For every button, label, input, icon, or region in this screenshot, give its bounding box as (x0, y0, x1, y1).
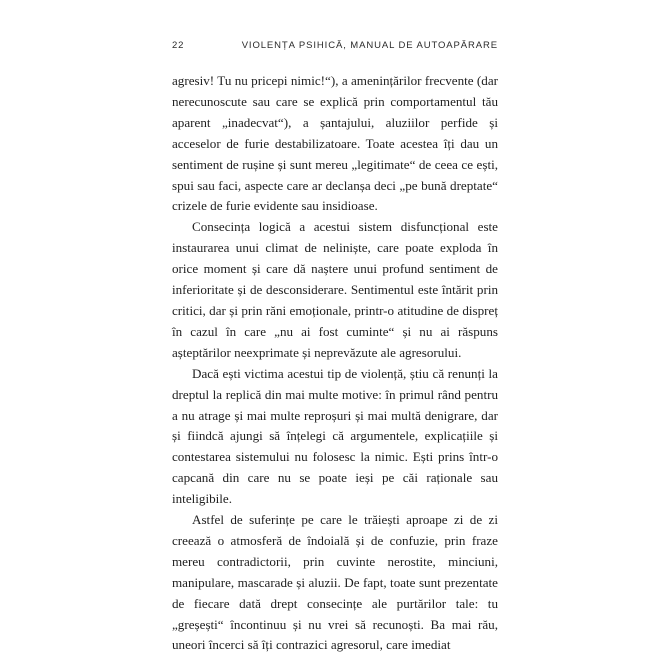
page-number: 22 (172, 40, 185, 51)
body-text (172, 71, 498, 656)
paragraph-2: Consecința logică a acestui sistem disfuncțional este instaurarea unui climat de neliniște, care poate exploda în orice moment și care dă naștere unui profund sentiment de inferioritate și de desconsiderare. Sentimentul este întărit prin critici, dar și prin răni emoționale, printr-o atitudine de dispreț în cazul în care „nu ai fost cuminte“ și nu ai răspuns așteptărilor neexprimate și neprevăzute ale agresorului. (172, 219, 498, 360)
running-title: VIOLENȚA PSIHICĂ, MANUAL DE AUTOAPĂRARE (241, 40, 498, 51)
paragraph-4: Astfel de suferințe pe care le trăiești aproape zi de zi creează o atmosferă de îndoială și de confuzie, prin fraze mereu contradictorii, prin cuvinte nerostite, minciuni, manipulare, mascarade și aluzii. De fapt, toate sunt prezentate de fiecare dată drept consecințe ale purtărilor tale: tu „greșești“ încontinuu și nu vrei să recunoști. Ba mai rău, uneori încerci să îți contrazici agresorul, care imediat (172, 512, 498, 653)
page-header (172, 40, 498, 56)
paragraph-3: Dacă ești victima acestui tip de violență, știu că renunți la dreptul la replică din mai multe motive: în primul rând pentru a nu atrage și mai multe reproșuri și mai multă denigrare, dar și fiindcă ajungi să înțelegi că argumentele, explicațiile și contestarea sistemului nu folosesc la nimic. Ești prins într-o capcană din care nu se poate ieși pe căi raționale sau inteligibile. (172, 365, 498, 507)
paragraph-1: agresiv! Tu nu pricepi nimic!“), a amenințărilor frecvente (dar nerecunoscute sau care se explică prin comportamentul tău aparent „inadecvat“), a șantajului, aluziilor perfide și acceselor de furie destabilizatoare. Toate acestea îți dau un sentiment de rușine și sunt mereu „legitimate“ de ceea ce ești, spui sau faci, aspecte care ar declanșa deci „pe bună dreptate“ crizele de furie evidente sau insidioase. (172, 73, 498, 214)
